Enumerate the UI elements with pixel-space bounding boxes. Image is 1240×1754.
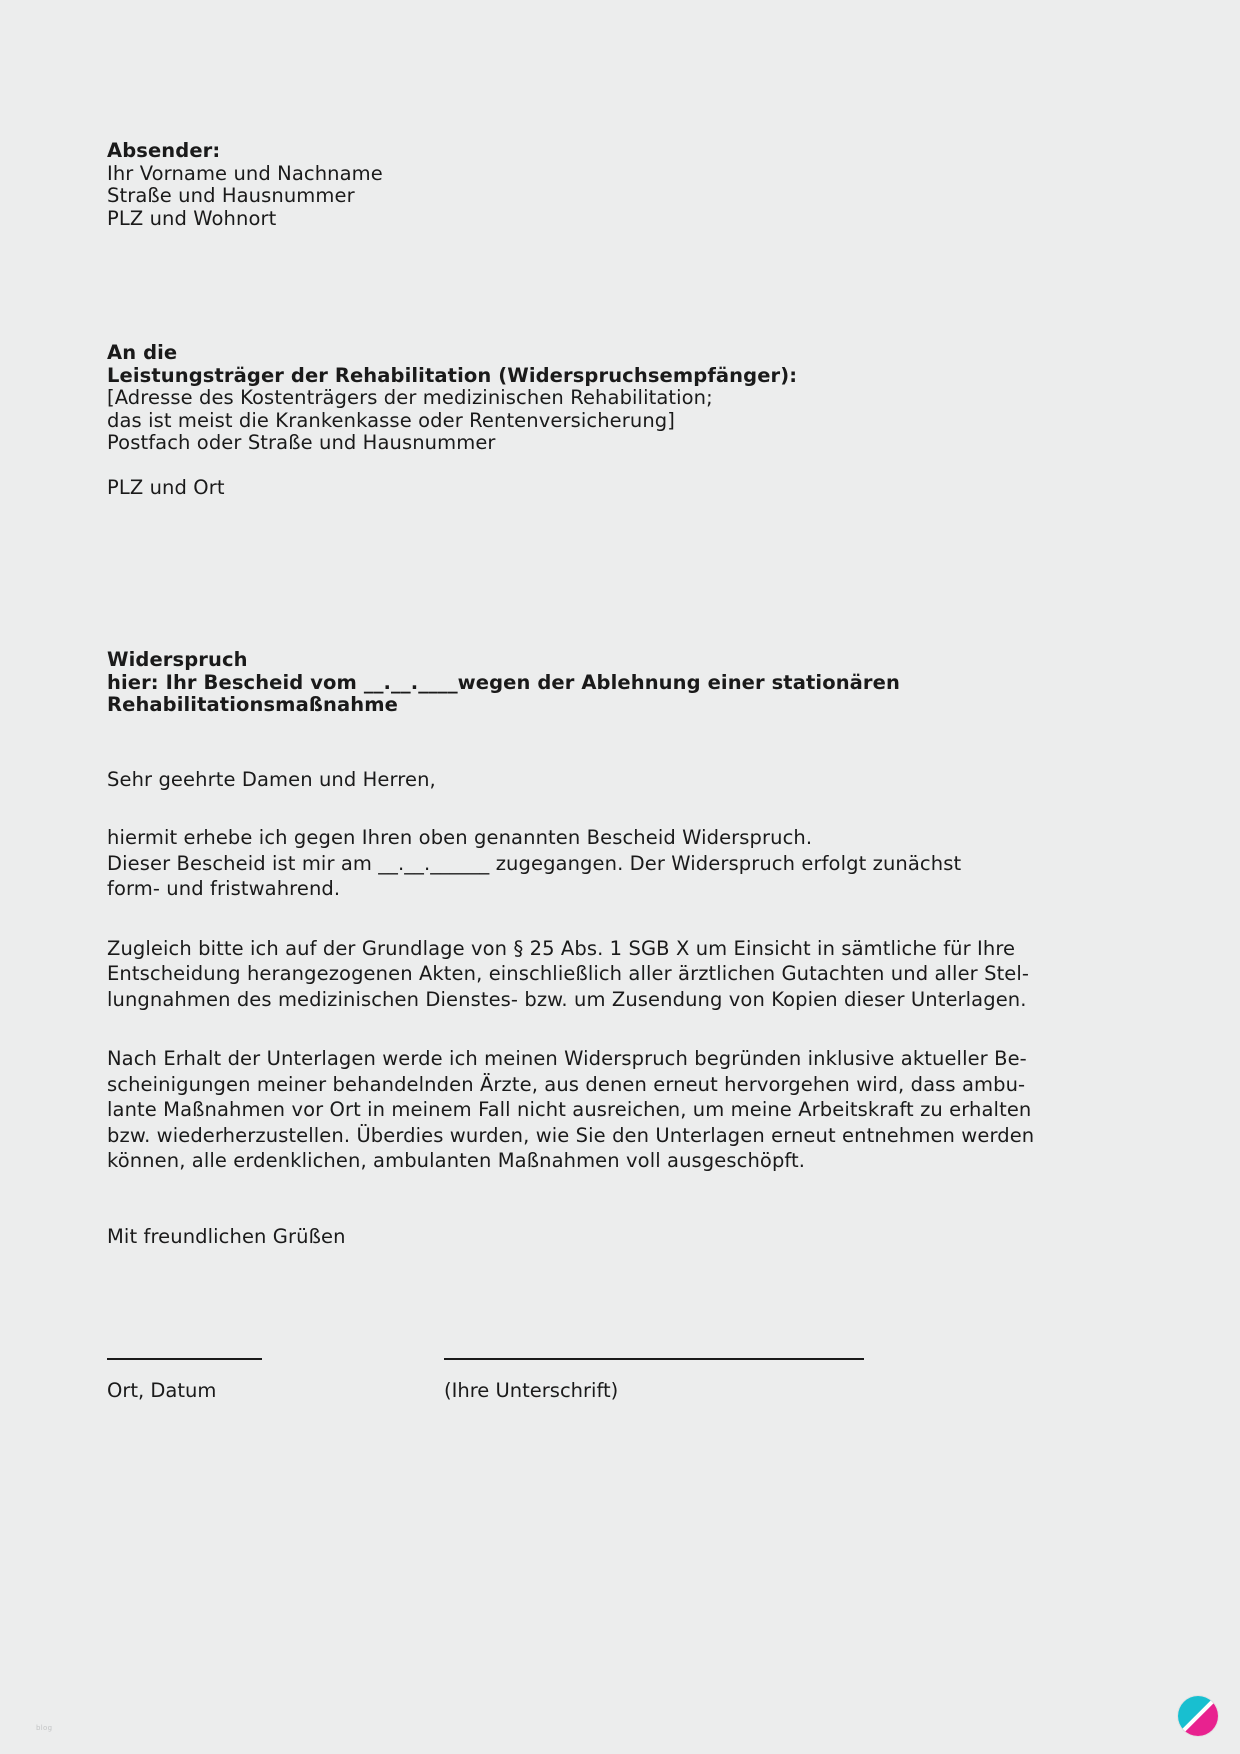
paragraph-1-line-2: Dieser Bescheid ist mir am __.__.______ zugegangen. Der Widerspruch erfolgt zunächst <box>107 851 962 875</box>
subject-line-3: Rehabilitationsmaßnahme <box>107 693 398 716</box>
spacer-after-salutation <box>107 791 1007 825</box>
signature-area <box>107 1350 1007 1407</box>
paragraph-1 <box>107 825 1007 902</box>
ort-datum-label: Ort, Datum <box>107 1379 217 1402</box>
paragraph-2-line-2: Entscheidung herangezogenen Akten, einschließlich aller ärztlichen Gutachten und aller Stel- <box>107 962 1030 985</box>
signature-rules <box>107 1350 1007 1370</box>
recipient-heading-line-2: Leistungsträger der Rehabilitation (Widerspruchsempfänger): <box>107 363 798 387</box>
corner-watermark: blog <box>36 1724 53 1732</box>
paragraph-1-line-3: form- und fristwahrend. <box>107 877 341 900</box>
sender-line-2: Straße und Hausnummer <box>107 184 355 207</box>
closing: Mit freundlichen Grüßen <box>107 1224 346 1248</box>
salutation: Sehr geehrte Damen und Herren, <box>107 767 436 791</box>
spacer-par-1-2 <box>107 902 1007 936</box>
paragraph-2-line-3: lungnahmen des medizinischen Dienstes- bzw. um Zusendung von Kopien dieser Unterlagen. <box>107 987 1027 1011</box>
sender-heading: Absender: <box>107 139 221 162</box>
paragraph-3-line-3: lante Maßnahmen vor Ort in meinem Fall nicht ausreichen, um meine Arbeitskraft zu erhalten <box>107 1098 1032 1121</box>
paragraph-3 <box>107 1046 1035 1174</box>
paragraph-1-line-1: hiermit erhebe ich gegen Ihren oben genannten Bescheid Widerspruch. <box>107 826 813 849</box>
subject-block <box>107 649 1007 717</box>
paragraph-2-line-1: Zugleich bitte ich auf der Grundlage von § 25 Abs. 1 SGB X um Einsicht in sämtliche für Ihre <box>107 936 1016 960</box>
spacer-before-closing <box>107 1174 1007 1226</box>
recipient-line-1: [Adresse des Kostenträgers der medizinischen Rehabilitation; <box>107 386 713 409</box>
paragraph-3-line-5: können, alle erdenklichen, ambulanten Maßnahmen voll ausgeschöpft. <box>107 1149 806 1172</box>
recipient-city-line: PLZ und Ort <box>107 475 225 499</box>
sender-line-3: PLZ und Wohnort <box>107 206 277 230</box>
recipient-block <box>107 342 1007 499</box>
recipient-line-2: das ist meist die Krankenkasse oder Rentenversicherung] <box>107 408 675 432</box>
letter-body <box>107 139 1035 1248</box>
spacer-par-2-3 <box>107 1012 1007 1046</box>
paragraph-3-line-1: Nach Erhalt der Unterlagen werde ich meinen Widerspruch begründen inklusive aktueller Be- <box>107 1047 1027 1070</box>
spacer-before-salutation <box>107 717 1007 769</box>
recipient-line-3: Postfach oder Straße und Hausnummer <box>107 431 496 454</box>
paragraph-3-line-2: scheinigungen meiner behandelnden Ärzte, aus denen erneut hervorgehen wird, dass ambu- <box>107 1072 1026 1096</box>
unterschrift-label: (Ihre Unterschrift) <box>444 1379 619 1402</box>
sender-block <box>107 140 1007 230</box>
ort-datum-rule <box>107 1358 262 1360</box>
spacer-recipient-city <box>107 455 1007 477</box>
spacer-after-sender <box>107 230 1007 342</box>
recipient-heading-line-1: An die <box>107 341 178 364</box>
subject-line-2: hier: Ihr Bescheid vom __.__.____wegen der Ablehnung einer stationären <box>107 670 900 694</box>
unterschrift-rule <box>444 1358 864 1360</box>
paragraph-2 <box>107 936 1030 1013</box>
sender-line-1: Ihr Vorname und Nachname <box>107 161 383 185</box>
signature-labels <box>107 1379 1007 1407</box>
logo-icon <box>1178 1696 1218 1736</box>
paragraph-3-line-4: bzw. wiederherzustellen. Überdies wurden, wie Sie den Unterlagen erneut entnehmen werden <box>107 1123 1035 1147</box>
spacer-before-subject <box>107 499 1007 649</box>
subject-line-1: Widerspruch <box>107 648 248 671</box>
